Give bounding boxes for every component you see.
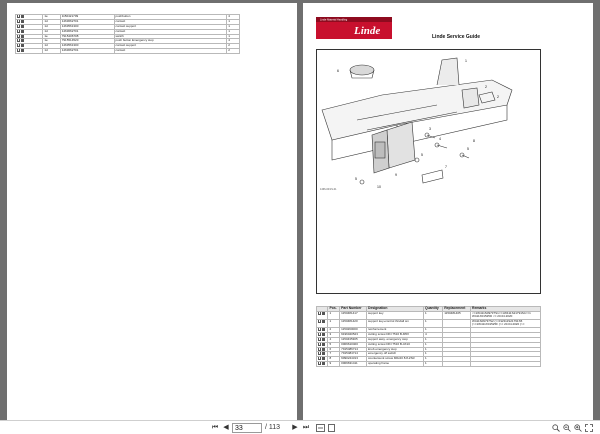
cell-desc: reinforcement (367, 327, 424, 332)
document-icon[interactable] (322, 348, 325, 351)
cell-part-no: 1463561300 (60, 44, 114, 49)
cell-qty: 1 (423, 319, 442, 327)
cell-desc: support assy. emergency stop (367, 337, 424, 342)
page-header (316, 17, 546, 39)
fullscreen-icon[interactable] (585, 424, 593, 432)
cell-pos: 1e (43, 34, 60, 39)
cell-pos: 2 (328, 327, 340, 332)
cell-part-no: 1150435305 (340, 337, 367, 342)
parts-table-left-body (16, 15, 240, 54)
cell-qty: 1 (423, 347, 442, 352)
col-part-number: Part Number (340, 307, 367, 312)
document-icon[interactable] (322, 352, 325, 355)
cell-pos: 1d (43, 19, 60, 24)
cell-desc: contact support (114, 44, 227, 49)
row-actions (317, 311, 328, 319)
cell-part-no: 1463662701 (60, 49, 114, 54)
cell-part-no: 9090244313 (340, 357, 367, 362)
parts-table-right-body (317, 311, 541, 367)
cell-desc: support key (367, 311, 424, 319)
cell-pos: 3 (328, 332, 340, 337)
next-page-button[interactable]: ▶ (292, 424, 298, 431)
svg-text:8: 8 (473, 139, 475, 143)
svg-text:5: 5 (355, 177, 357, 181)
cell-qty: 1 (423, 337, 442, 342)
row-actions (16, 49, 43, 54)
svg-text:9: 9 (395, 173, 397, 177)
cell-qty: 1 (423, 352, 442, 357)
cell-qty: 1 (227, 29, 240, 34)
col-quantity: Quantity (423, 307, 442, 312)
cell-repl: 1150481405 (443, 311, 471, 319)
cell-qty: 1 (423, 357, 442, 362)
document-icon[interactable] (322, 328, 325, 331)
svg-text:5: 5 (421, 153, 423, 157)
cell-pos: 5 (328, 342, 340, 347)
cell-qty: 4 (423, 332, 442, 337)
last-page-button[interactable]: ⏭ (302, 424, 310, 431)
cell-part-no: 1463662701 (60, 19, 114, 24)
fit-width-icon[interactable] (316, 424, 325, 432)
document-page-right (303, 3, 593, 420)
document-icon[interactable] (21, 30, 24, 33)
document-icon[interactable] (322, 333, 325, 336)
row-actions (317, 319, 328, 327)
first-page-button[interactable]: ⏮ (211, 424, 219, 431)
cell-qty: 1 (423, 362, 442, 367)
cell-repl (443, 319, 471, 327)
cell-part-no: 1463561300 (60, 24, 114, 29)
cell-desc: operating frame (367, 362, 424, 367)
cell-rem: W411S09737S2 (>=1W411S21791S5 (>=1W411X01525F (>= 20.04.2020 (>= (471, 319, 541, 327)
cell-pos: 1e (43, 39, 60, 44)
svg-text:5: 5 (467, 147, 469, 151)
cell-pos: 1e (43, 15, 60, 20)
col-pos: Pos. (328, 307, 340, 312)
document-icon[interactable] (21, 44, 24, 47)
svg-text:2: 2 (485, 85, 487, 89)
cell-part-no: 7915484714 (340, 352, 367, 357)
document-icon[interactable] (21, 49, 24, 52)
page-title: Linde Service Guide (432, 34, 481, 40)
cell-qty: 1 (227, 24, 240, 29)
col-designation: Designation (367, 307, 424, 312)
zoom-out-icon[interactable] (563, 424, 571, 432)
previous-page-button[interactable]: ◀ (223, 424, 229, 431)
cell-pos: 4 (328, 337, 340, 342)
cell-part-no: 1150481420 (340, 319, 367, 327)
cell-desc: contact support (114, 24, 227, 29)
page-number-input[interactable] (232, 423, 262, 433)
cell-qty: 1 (423, 311, 442, 319)
svg-text:Linde Material Handling: Linde Material Handling (320, 18, 348, 22)
document-icon[interactable] (21, 20, 24, 23)
cell-part-no: 7915514520 (60, 39, 114, 44)
document-icon[interactable] (21, 15, 24, 18)
document-icon[interactable] (21, 35, 24, 38)
svg-text:7: 7 (445, 165, 447, 169)
cell-desc: support key+control thrufall sm (367, 319, 424, 327)
col-remarks: Remarks (471, 307, 541, 312)
cell-desc: pushbutton (114, 15, 227, 20)
linde-logo (316, 17, 392, 39)
cell-rem: <=1W411S09737S1<=1W411S21791S4<=1 W411X01525D <= 20.04.2020 (471, 311, 541, 319)
exploded-parts-diagram (316, 49, 541, 294)
cell-desc: countersunk screw M6x20 8.8-ZN3 (367, 357, 424, 362)
cell-pos: 1d (43, 24, 60, 29)
document-page-left (7, 3, 297, 420)
document-icon[interactable] (21, 39, 24, 42)
cell-qty: 4 (227, 15, 240, 20)
col-replacement: Replacement (443, 307, 471, 312)
row-actions (317, 362, 328, 367)
document-icon[interactable] (322, 357, 325, 360)
cell-rem (471, 362, 541, 367)
cell-desc: contact (114, 19, 227, 24)
cell-qty: 1 (423, 327, 442, 332)
cell-desc: contact (114, 29, 227, 34)
diagram-code: 1466-00/1S-01 (320, 188, 337, 191)
svg-text:4: 4 (439, 137, 441, 141)
cell-desc: knob emergency stop (367, 347, 424, 352)
cell-qty: 4 (227, 39, 240, 44)
page-total: / 113 (265, 424, 281, 431)
cell-repl (443, 362, 471, 367)
document-icon[interactable] (322, 320, 325, 323)
svg-text:2: 2 (497, 95, 499, 99)
cell-part-no: 7915406708 (60, 34, 114, 39)
cell-part-no: 1150421709 (60, 15, 114, 20)
fit-page-icon[interactable] (327, 424, 336, 432)
cell-desc: cutting screw DIN 7516 B-M5X (367, 332, 424, 337)
zoom-in-icon[interactable] (574, 424, 582, 432)
cell-desc: contact (114, 49, 227, 54)
svg-text:1: 1 (465, 59, 467, 63)
svg-text:3: 3 (429, 127, 431, 131)
cell-desc: cutting screw DIN 7516 B-4X10 (367, 342, 424, 347)
cell-desc: emergency off switch (367, 352, 424, 357)
cell-part-no: 1150260000 (340, 327, 367, 332)
cell-pos: 1d (43, 44, 60, 49)
cell-part-no: 9196040523 (340, 332, 367, 337)
cell-qty: 1 (227, 34, 240, 39)
cell-part-no: 0009631411 (340, 362, 367, 367)
document-icon[interactable] (21, 25, 24, 28)
diagram-drawing (317, 50, 542, 295)
svg-text:10: 10 (377, 185, 381, 189)
document-icon[interactable] (322, 343, 325, 346)
cell-pos: 1 (328, 311, 340, 319)
cell-desc: switch (114, 34, 227, 39)
table-row (16, 49, 240, 54)
svg-text:Linde: Linde (354, 25, 381, 37)
search-icon[interactable] (552, 424, 560, 432)
document-icon[interactable] (322, 312, 325, 315)
cell-pos: 1 (328, 319, 340, 327)
cell-part-no: 1463662701 (60, 29, 114, 34)
table-row (317, 362, 541, 367)
parts-table-left (15, 14, 240, 54)
cell-qty: 1 (423, 342, 442, 347)
cell-pos: 7 (328, 352, 340, 357)
cell-part-no: 7915486714 (340, 347, 367, 352)
svg-text:6: 6 (337, 69, 339, 73)
cell-pos: 1d (43, 49, 60, 54)
document-icon[interactable] (322, 338, 325, 341)
document-icon[interactable] (322, 362, 325, 365)
cell-qty: 1 (227, 19, 240, 24)
cell-desc: push button Emergency stop (114, 39, 227, 44)
cell-part-no: 1150481417 (340, 311, 367, 319)
viewer-toolbar (0, 420, 600, 434)
parts-table-right (316, 306, 541, 367)
cell-qty: 2 (227, 44, 240, 49)
cell-part-no: 0009610400 (340, 342, 367, 347)
cell-pos: 6 (328, 347, 340, 352)
cell-qty: 2 (227, 49, 240, 54)
cell-pos: 8 (328, 357, 340, 362)
cell-pos: 9 (328, 362, 340, 367)
cell-pos: 1d (43, 29, 60, 34)
